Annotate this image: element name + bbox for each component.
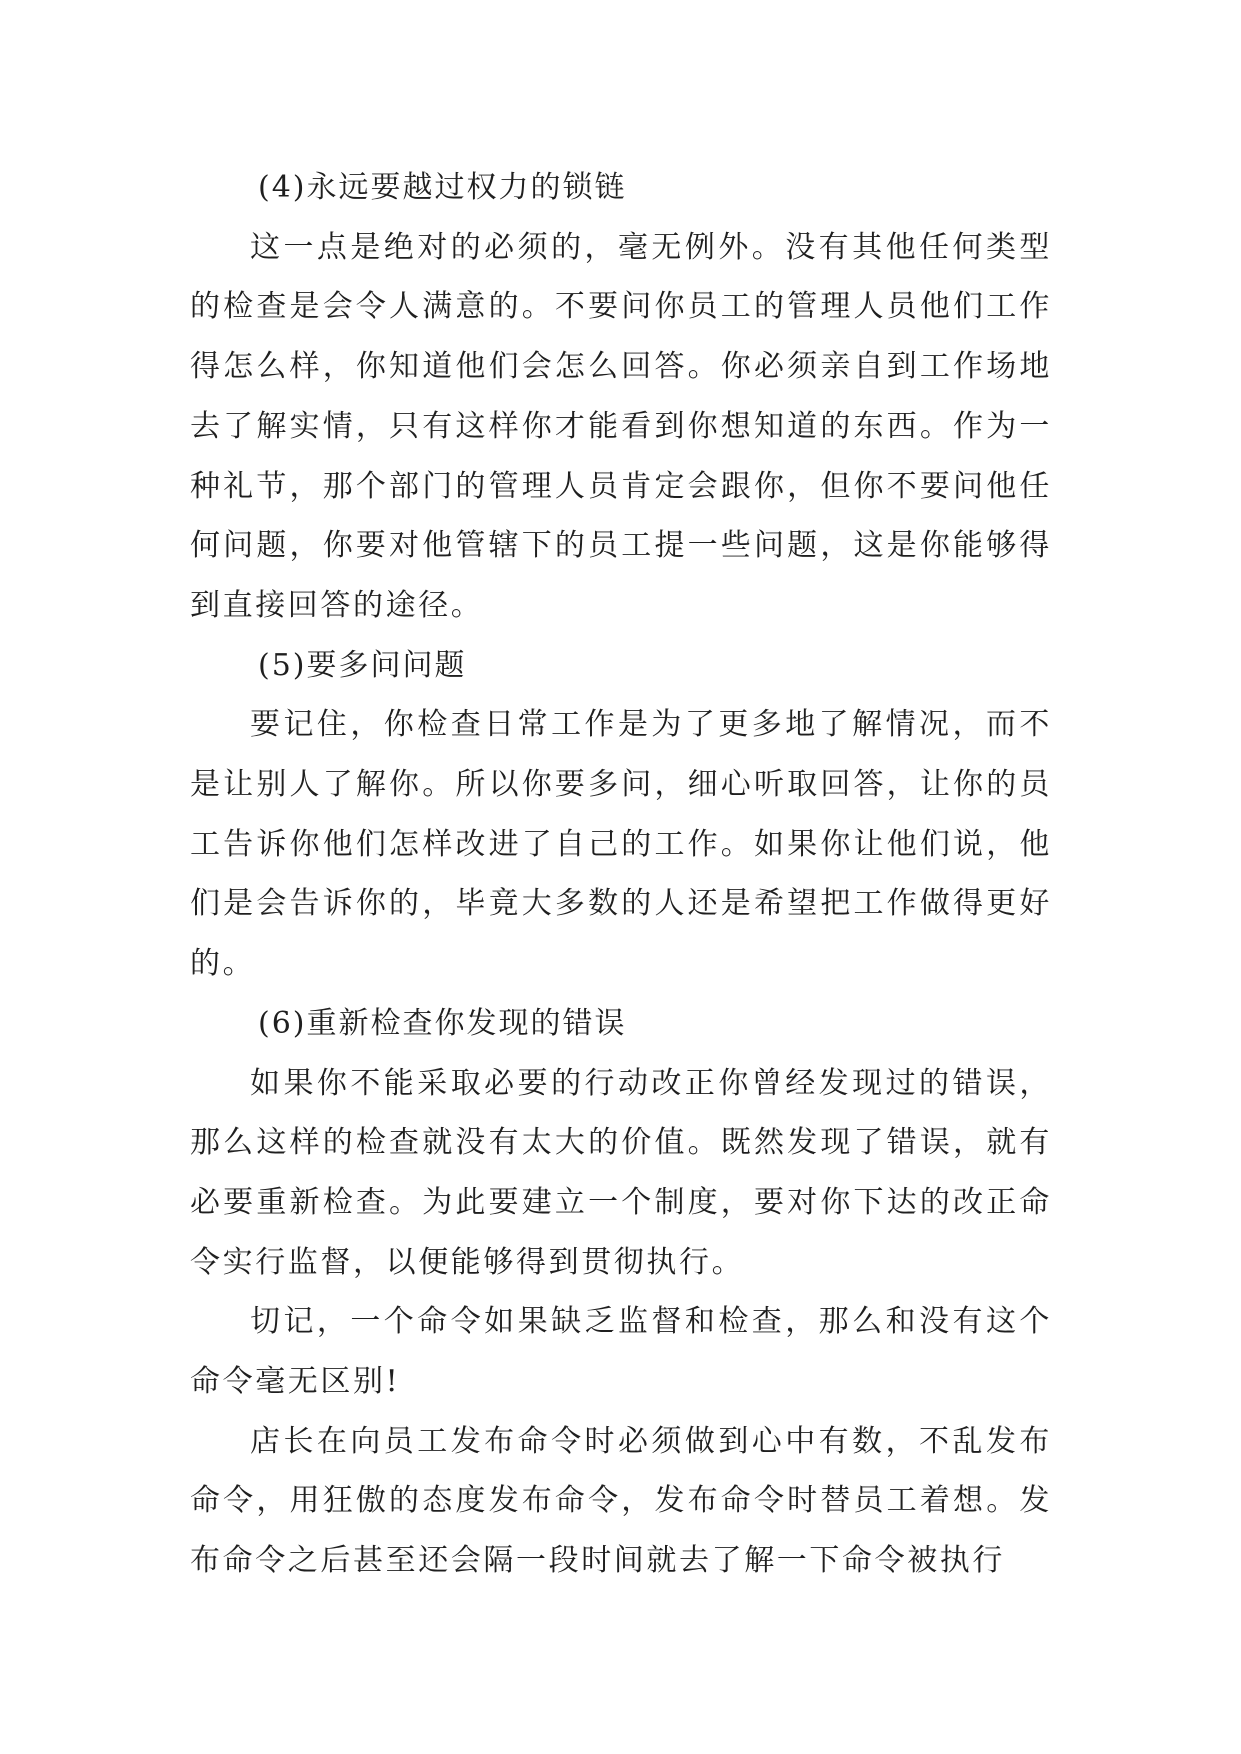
paragraph-bypass-chain: 这一点是绝对的必须的，毫无例外。没有其他任何类型的检查是会令人满意的。不要问你员工的管理人员他们工作得怎么样，你知道他们会怎么回答。你必须亲自到工作场地去了解实情，只有这样你才能看到你想知道的东西。作为一种礼节，那个部门的管理人员肯定会跟你，但你不要问他任何问题，你要对他管辖下的员工提一些问题，这是你能够得到直接回答的途径。 (190, 229, 1052, 623)
paragraph-issuing-orders: 店长在向员工发布命令时必须做到心中有数，不乱发布命令，用狂傲的态度发布命令，发布命令时替员工着想。发布命令之后甚至还会隔一段时间就去了解一下命令被执行 (190, 1423, 1052, 1579)
document-body (190, 158, 1052, 1591)
section-heading-5: (5)要多问问题 (258, 647, 467, 683)
section-heading-4: (4)永远要越过权力的锁链 (258, 170, 627, 205)
paragraph-ask-questions: 要记住，你检查日常工作是为了更多地了解情况，而不是让别人了解你。所以你要多问，细心听取回答，让你的员工告诉你他们怎样改进了自己的工作。如果你让他们说，他们是会告诉你的，毕竟大多数的人还是希望把工作做得更好的。 (190, 707, 1052, 982)
paragraph-recheck-errors: 如果你不能采取必要的行动改正你曾经发现过的错误，那么这样的检查就没有太大的价值。既然发现了错误，就有必要重新检查。为此要建立一个制度，要对你下达的改正命令实行监督，以便能够得到贯彻执行。 (190, 1065, 1052, 1280)
section-heading-6: (6)重新检查你发现的错误 (258, 1005, 627, 1041)
paragraph-remember: 切记，一个命令如果缺乏监督和检查，那么和没有这个命令毫无区别! (190, 1304, 1052, 1400)
